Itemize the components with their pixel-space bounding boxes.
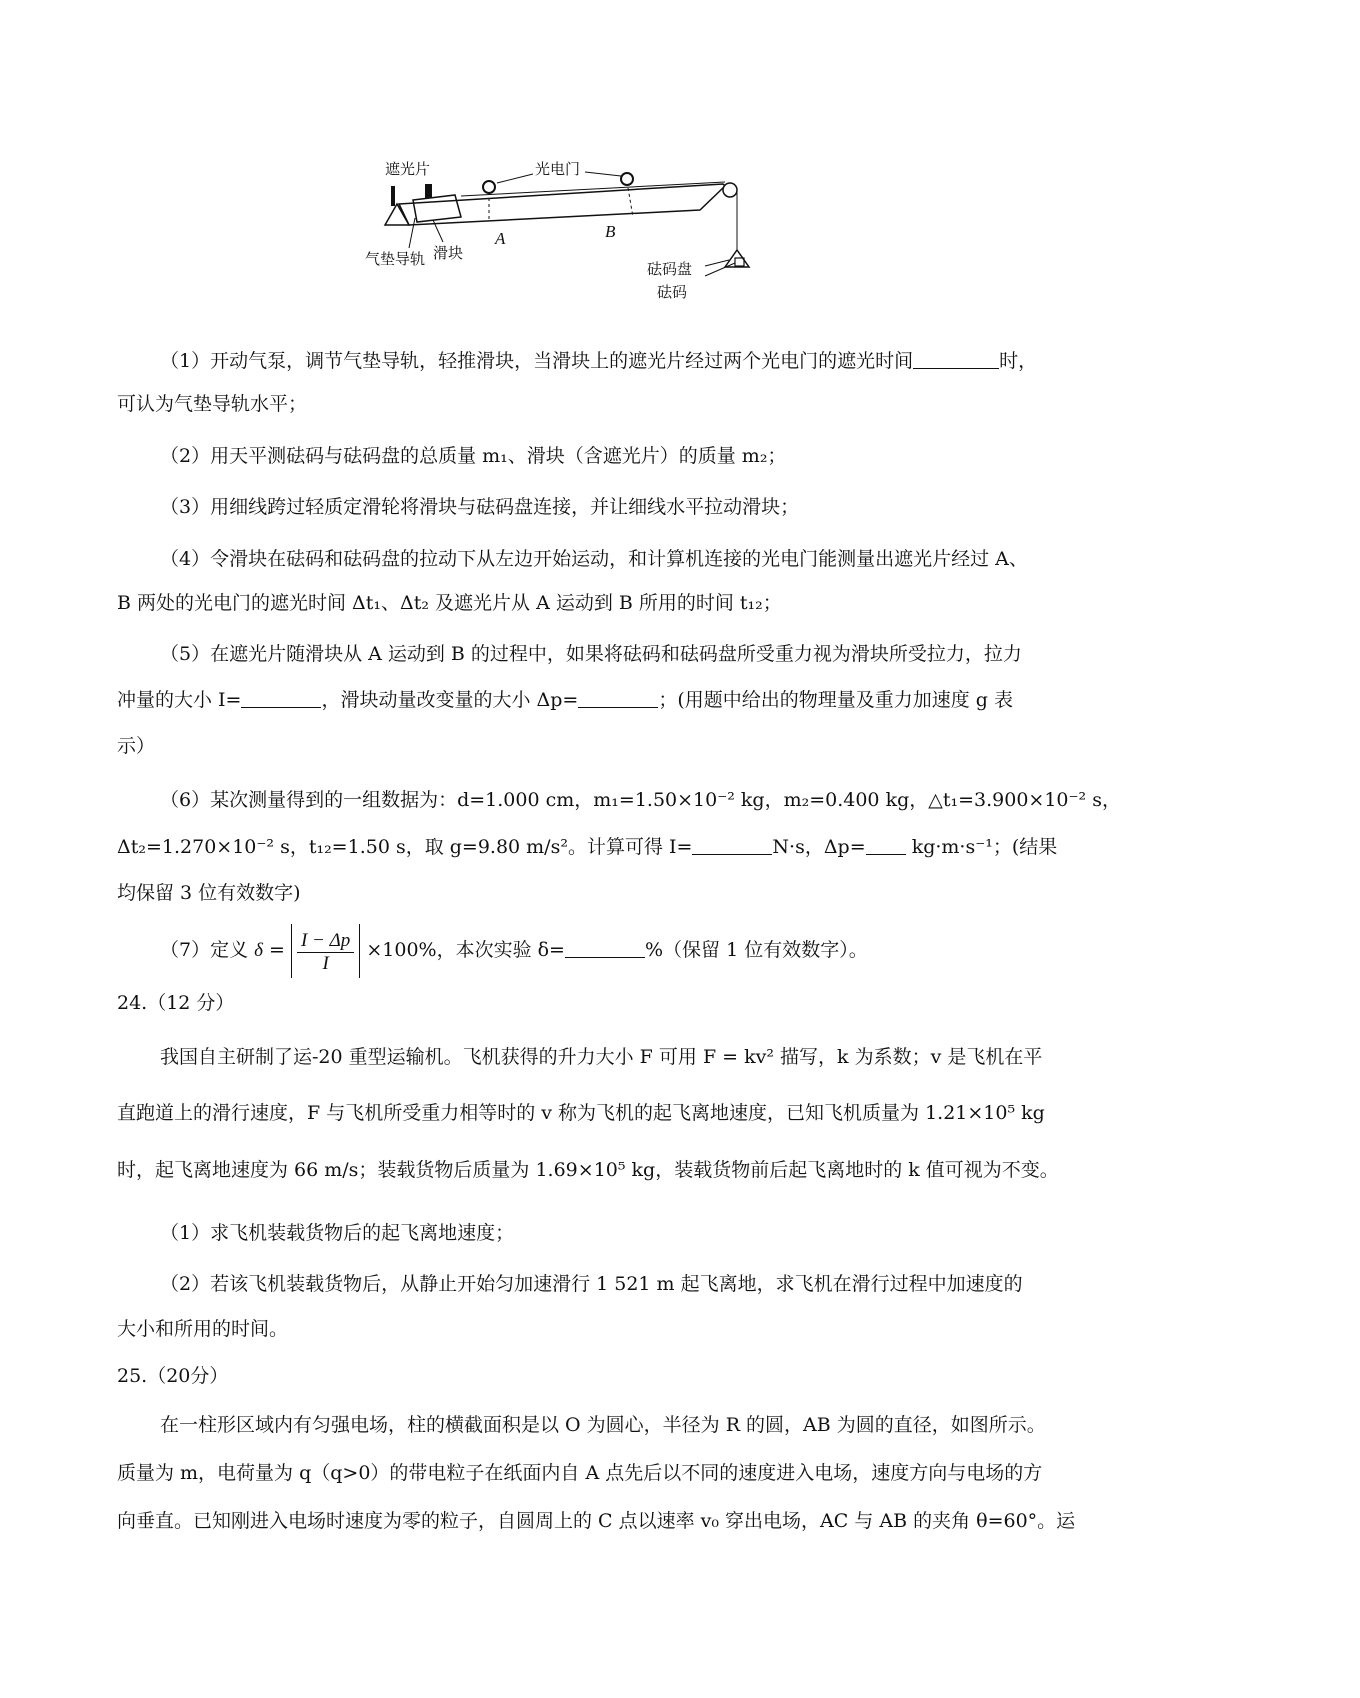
answer-blank[interactable] xyxy=(913,348,999,369)
photogate-a xyxy=(483,181,495,193)
shade-plate xyxy=(425,184,432,198)
q24-para-line2: 直跑道上的滑行速度，F 与飞机所受重力相等时的 v 称为飞机的起飞离地速度，已知飞机质量为 1.21×10⁵ kg xyxy=(117,1102,1045,1124)
photogate-b xyxy=(621,173,633,185)
answer-blank[interactable] xyxy=(565,937,645,958)
q23-step4-line2: B 两处的光电门的遮光时间 Δt₁、Δt₂ 及遮光片从 A 运动到 B 所用的时间 t₁₂； xyxy=(117,592,782,614)
q24-sub2-line2: 大小和所用的时间。 xyxy=(117,1318,289,1340)
label-point-a: A xyxy=(495,229,506,248)
label-shade: 遮光片 xyxy=(385,160,431,178)
q23-step6-line3: 均保留 3 位有效数字) xyxy=(117,882,301,904)
q25-para-line3: 向垂直。已知刚进入电场时速度为零的粒子，自圆周上的 C 点以速率 v₀ 穿出电场，AC 与 AB 的夹角 θ=60°。运 xyxy=(117,1510,1076,1532)
q23-step6-line2: Δt₂=1.270×10⁻² s，t₁₂=1.50 s，取 g=9.80 m/s²。计算可得 I= N·s，Δp= kg·m·s⁻¹；(结果 xyxy=(117,836,1058,858)
label-slider: 滑块 xyxy=(433,244,464,262)
q23-step6-line1: （6）某次测量得到的一组数据为：d=1.000 cm，m₁=1.50×10⁻² kg，m₂=0.400 kg，△t₁=3.900×10⁻² s， xyxy=(160,789,1121,811)
q23-step5-line3: 示） xyxy=(117,735,156,757)
left-stand xyxy=(385,204,409,225)
q23-step2: （2）用天平测砝码与砝码盘的总质量 m₁、滑块（含遮光片）的质量 m₂； xyxy=(160,445,787,467)
q23-step7: （7）定义 δ = $\frac{I - \Delta p}{I}$ ×100%，本次实验 δ= %（保留 1 位有效数字）。 xyxy=(160,923,1360,978)
label-weight: 砝码 xyxy=(657,283,688,301)
answer-blank[interactable] xyxy=(241,687,321,708)
q25-para-line2: 质量为 m，电荷量为 q（q>0）的带电粒子在纸面内自 A 点先后以不同的速度进入电场，速度方向与电场的方 xyxy=(117,1462,1043,1484)
answer-blank[interactable] xyxy=(692,834,772,855)
pulley xyxy=(723,183,737,197)
q23-step5-line1: （5）在遮光片随滑块从 A 运动到 B 的过程中，如果将砝码和砝码盘所受重力视为滑块所受拉力，拉力 xyxy=(160,643,1022,665)
q23-step1-line2: 可认为气垫导轨水平； xyxy=(117,393,308,415)
label-point-b: B xyxy=(605,222,616,241)
q23-step1-line1: （1）开动气泵，调节气垫导轨，轻推滑块，当滑块上的遮光片经过两个光电门的遮光时间 时， xyxy=(160,350,1038,372)
q24-sub1: （1）求飞机装载货物后的起飞离地速度； xyxy=(160,1222,515,1244)
label-photogate: 光电门 xyxy=(535,160,581,178)
q23-step4-line1: （4）令滑块在砝码和砝码盘的拉动下从左边开始运动，和计算机连接的光电门能测量出遮光片经过 A、 xyxy=(160,548,1028,570)
left-post xyxy=(391,186,395,206)
delta-definition-formula: $\frac{I - \Delta p}{I}$ xyxy=(291,924,360,978)
q24-para-line3: 时，起飞离地速度为 66 m/s；装载货物后质量为 1.69×10⁵ kg，装载货物前后起飞离地时的 k 值可视为不变。 xyxy=(117,1159,1059,1181)
q24-header: 24.（12 分） xyxy=(117,992,235,1014)
label-track: 气垫导轨 xyxy=(365,250,426,268)
q25-para-line1: 在一柱形区域内有匀强电场，柱的横截面积是以 O 为圆心，半径为 R 的圆，AB 为圆的直径，如图所示。 xyxy=(160,1414,1046,1436)
q25-header: 25.（20分） xyxy=(117,1365,229,1387)
q24-para-line1: 我国自主研制了运-20 重型运输机。飞机获得的升力大小 F 可用 F = kv² 描写，k 为系数；v 是飞机在平 xyxy=(160,1046,1043,1068)
label-pan: 砝码盘 xyxy=(647,260,693,278)
answer-blank[interactable] xyxy=(866,834,906,855)
q23-step5-line2: 冲量的大小 I= ，滑块动量改变量的大小 Δp= ；(用题中给出的物理量及重力加速度 g 表 xyxy=(117,689,1013,711)
q24-sub2-line1: （2）若该飞机装载货物后，从静止开始匀加速滑行 1 521 m 起飞离地，求飞机在滑行过程中加速度的 xyxy=(160,1273,1023,1295)
slider-block xyxy=(413,195,461,222)
air-track-figure xyxy=(365,160,845,322)
q23-step3: （3）用细线跨过轻质定滑轮将滑块与砝码盘连接，并让细线水平拉动滑块； xyxy=(160,496,800,518)
answer-blank[interactable] xyxy=(578,687,658,708)
